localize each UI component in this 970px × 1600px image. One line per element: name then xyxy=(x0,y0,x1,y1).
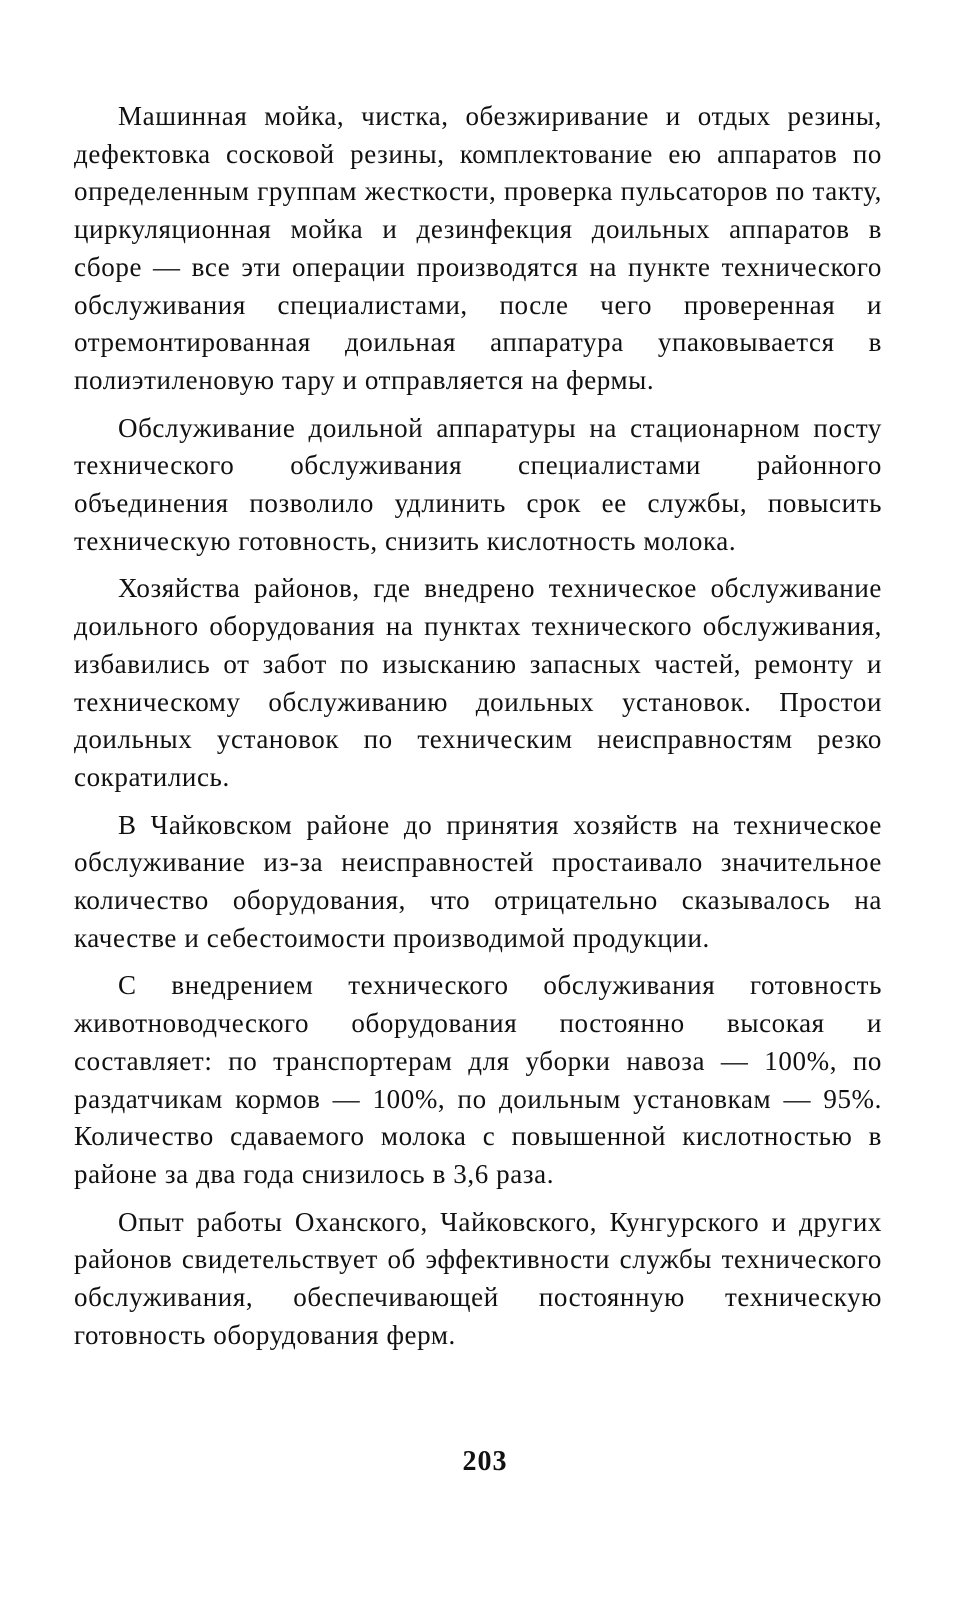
page-body xyxy=(74,98,882,1365)
paragraph-4: В Чайковском районе до принятия хозяйств на техническое обслуживание из-за неисправностей простаивало значительное количество оборудования, что отрицательно сказывалось на качестве и себестоимости производимой продукции. xyxy=(74,809,882,953)
paragraph-1: Машинная мойка, чистка, обезжиривание и отдых резины, дефектовка сосковой резины, комплектование ею аппаратов по определенным группам жесткости, проверка пульсаторов по такту, циркуляционная мойка и дезинфекция доильных аппаратов в сборе — все эти операции производятся на пункте технического обслуживания специалистами, после чего проверенная и отремонтированная доильная аппаратура упаковывается в полиэтиленовую тару и отправляется на фермы. xyxy=(74,101,882,395)
paragraph-6: Опыт работы Оханского, Чайковского, Кунгурского и других районов свидетельствует об эффективности службы технического обслуживания, обеспечивающей постоянную техническую готовность оборудования ферм. xyxy=(74,1206,882,1350)
page-number: 203 xyxy=(462,1446,508,1477)
paragraph-5: С внедрением технического обслуживания готовность животноводческого оборудования постоянно высокая и составляет: по транспортерам для уборки навоза — 100%, по раздатчикам кормов — 100%, по доильным установкам — 95%. Количество сдаваемого молока с повышенной кислотностью в районе за два года снизилось в 3,6 раза. xyxy=(74,970,882,1189)
paragraph-3: Хозяйства районов, где внедрено техническое обслуживание доильного оборудования на пунктах технического обслуживания, избавились от забот по изысканию запасных частей, ремонту и техническому обслуживанию доильных установок. Простои доильных установок по техническим неисправностям резко сократились. xyxy=(74,573,882,792)
paragraph-2: Обслуживание доильной аппаратуры на стационарном посту технического обслуживания специалистами районного объединения позволило удлинить срок ее службы, повысить техническую готовность, снизить кислотность молока. xyxy=(74,412,882,556)
